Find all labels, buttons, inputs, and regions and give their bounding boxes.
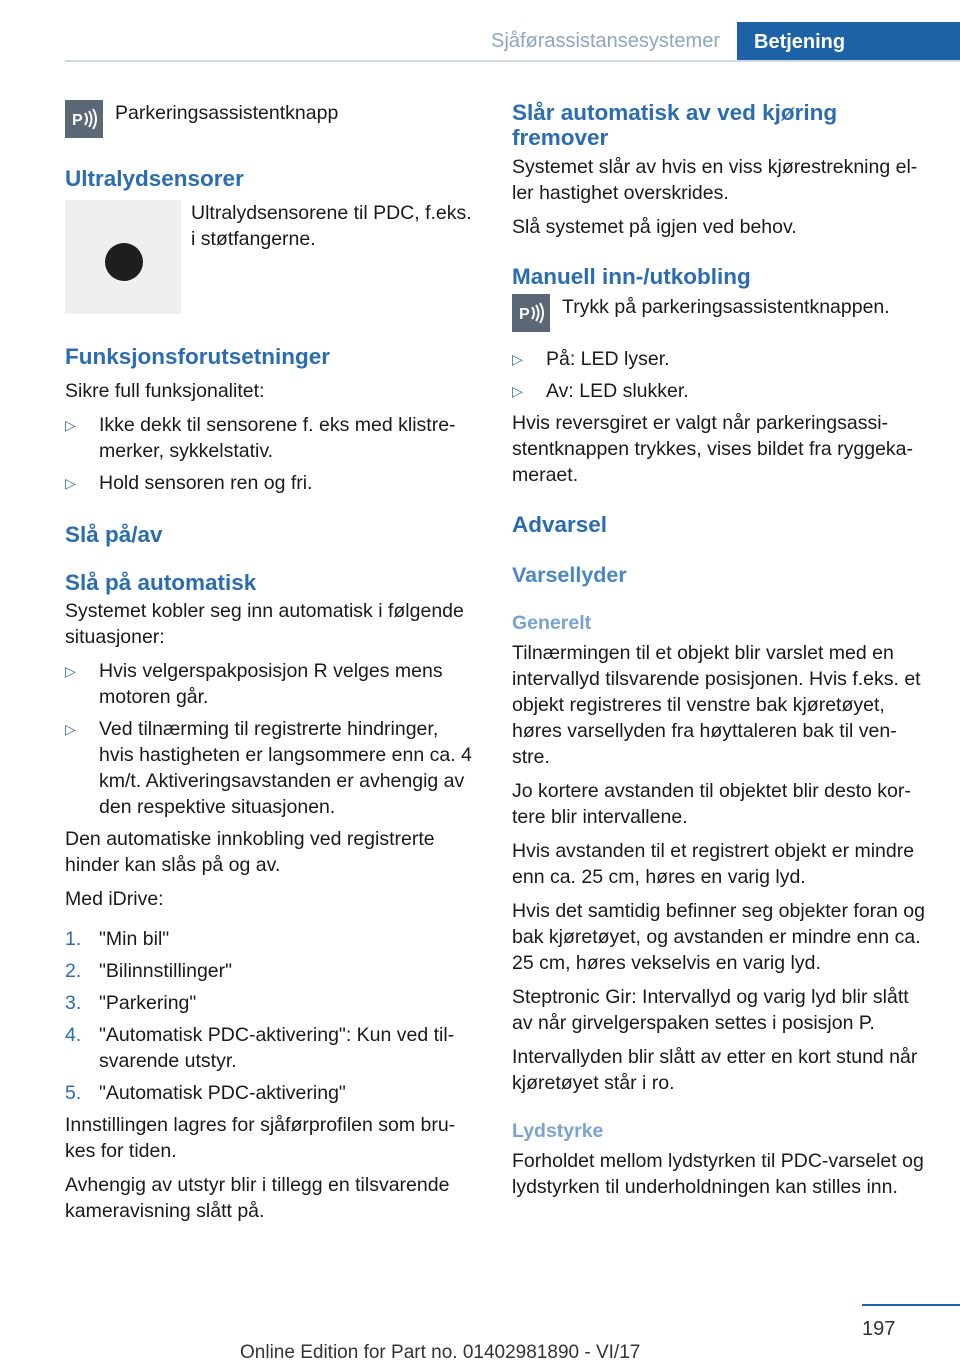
- list-item: ▷ Ved tilnærming til registrerte hindringer, hvis hastigheten er langsommere enn ca. 4 km/t. Aktiveringsavstanden er avhengig av den respektive situasjonen.: [65, 716, 477, 820]
- step-item: [65, 926, 477, 952]
- header-chapter-label: Betjening: [754, 31, 846, 53]
- step-number: 4.: [65, 1024, 82, 1046]
- heading-varsellyder: Varsellyder: [512, 563, 627, 587]
- funksjon-text: Sikre full funksjonalitet:: [65, 380, 265, 402]
- step-text: "Min bil": [99, 928, 170, 950]
- heading-manuell: Manuell inn-/utkobling: [512, 264, 751, 289]
- heading-slaa-paa-av: Slå på/av: [65, 522, 163, 547]
- step-item: [65, 990, 477, 1016]
- header-section-title: Sjåførassistansesystemer: [491, 30, 720, 52]
- manuell-text: Trykk på parkeringsassistentknappen.: [562, 296, 890, 318]
- heading-generelt: Generelt: [512, 612, 592, 634]
- step-text: "Parkering": [99, 992, 197, 1014]
- end-para-2: Avhengig av utstyr blir i tillegg en tilsvarende kameravisning slått på.: [65, 1174, 450, 1222]
- footer-edition: Online Edition for Part no. 01402981890 - VI/17: [240, 1342, 641, 1363]
- auto-para-1: Den automatiske innkobling ved registrerte hinder kan slås på og av.: [65, 828, 435, 876]
- footer-rule: [862, 1304, 960, 1306]
- sensor-row: [65, 200, 477, 314]
- heading-ultralydsensorer: Ultralydsensorer: [65, 166, 244, 191]
- funksjon-list: [65, 412, 477, 496]
- heading-fremover: Slår automatisk av ved kjøring fremover: [512, 100, 838, 150]
- list-item: ▷ Av: LED slukker.: [512, 378, 932, 404]
- ultrasonic-sensor-image: [65, 200, 181, 314]
- step-item: [65, 1022, 477, 1074]
- step-number: 1.: [65, 928, 82, 950]
- step-item: [65, 958, 477, 984]
- auto-text: Systemet kobler seg inn automatisk i følgende situasjoner:: [65, 600, 464, 648]
- parking-assistant-button-icon: [65, 100, 103, 138]
- button-caption: Parkeringsassistentknapp: [115, 102, 339, 124]
- step-text: "Automatisk PDC-aktivering": [99, 1082, 346, 1104]
- page-number: 197: [862, 1318, 896, 1340]
- header-rule: [65, 60, 960, 62]
- step-number: 5.: [65, 1082, 82, 1104]
- generelt-para: Intervallyden blir slått av etter en kort stund når kjøretøyet står i ro.: [512, 1046, 918, 1094]
- end-para-1: Innstillingen lagres for sjåførprofilen som bru-kes for tiden.: [65, 1114, 456, 1162]
- list-item: ▷ På: LED lyser.: [512, 346, 932, 372]
- button-caption-row: [65, 100, 477, 138]
- step-text: "Automatisk PDC-aktivering": Kun ved til-svarende utstyr.: [99, 1024, 455, 1072]
- step-number: 3.: [65, 992, 82, 1014]
- step-item: [65, 1080, 477, 1106]
- list-item: ▷ Hvis velgerspakposisjon R velges mens motoren går.: [65, 658, 477, 710]
- auto-list: [65, 658, 477, 820]
- heading-advarsel: Advarsel: [512, 512, 608, 537]
- generelt-para: Steptronic Gir: Intervallyd og varig lyd blir slått av når girvelgerspaken settes i posisjon P.: [512, 986, 909, 1034]
- list-item: ▷ Hold sensoren ren og fri.: [65, 470, 477, 496]
- right-column: [512, 100, 932, 1208]
- generelt-para: Hvis det samtidig befinner seg objekter foran og bak kjøretøyet, og avstanden er mindre enn ca. 25 cm, høres vekselvis en varig lyd.: [512, 900, 925, 974]
- generelt-para: Jo kortere avstanden til objektet blir desto kor-tere blir intervallene.: [512, 780, 911, 828]
- generelt-para: Tilnærmingen til et objekt blir varslet med en intervallyd tilsvarende posisjonen. Hvis f.eks. et objekt registreres til venstre bak kjøretøyet, høres varsellyden fra høyttaleren bak til ven-stre.: [512, 642, 921, 768]
- manuell-para: Hvis reversgiret er valgt når parkeringsassi-stentknappen trykkes, vises bildet fra ryggeka-meraet.: [512, 412, 914, 486]
- auto-para-2: Med iDrive:: [65, 888, 164, 910]
- heading-slaa-paa-automatisk: Slå på automatisk: [65, 570, 257, 595]
- step-text: "Bilinnstillinger": [99, 960, 233, 982]
- fremover-para-1: Systemet slår av hvis en viss kjørestrekning el-ler hastighet overskrides.: [512, 156, 918, 204]
- lydstyrke-text: Forholdet mellom lydstyrken til PDC-varselet og lydstyrken til underholdningen kan stilles inn.: [512, 1150, 924, 1198]
- manuell-row: [512, 294, 932, 332]
- manuell-list: [512, 346, 932, 404]
- svg-text:P: P: [72, 112, 83, 129]
- idrive-steps: [65, 926, 477, 1106]
- generelt-para: Hvis avstanden til et registrert objekt er mindre enn ca. 25 cm, høres en varig lyd.: [512, 840, 915, 888]
- sensor-dot-icon: [105, 243, 143, 281]
- parking-assistant-button-icon: [512, 294, 550, 332]
- header-chapter-tab: [737, 22, 960, 62]
- list-item: ▷ Ikke dekk til sensorene f. eks med klistre-merker, sykkelstativ.: [65, 412, 477, 464]
- left-column: [65, 100, 477, 1232]
- ultralyd-text: Ultralydsensorene til PDC, f.eks. i støtfangerne.: [191, 202, 472, 250]
- heading-funksjonsforutsetninger: Funksjonsforutsetninger: [65, 344, 331, 369]
- heading-lydstyrke: Lydstyrke: [512, 1120, 604, 1142]
- fremover-para-2: Slå systemet på igjen ved behov.: [512, 216, 797, 238]
- step-number: 2.: [65, 960, 82, 982]
- svg-text:P: P: [519, 306, 530, 323]
